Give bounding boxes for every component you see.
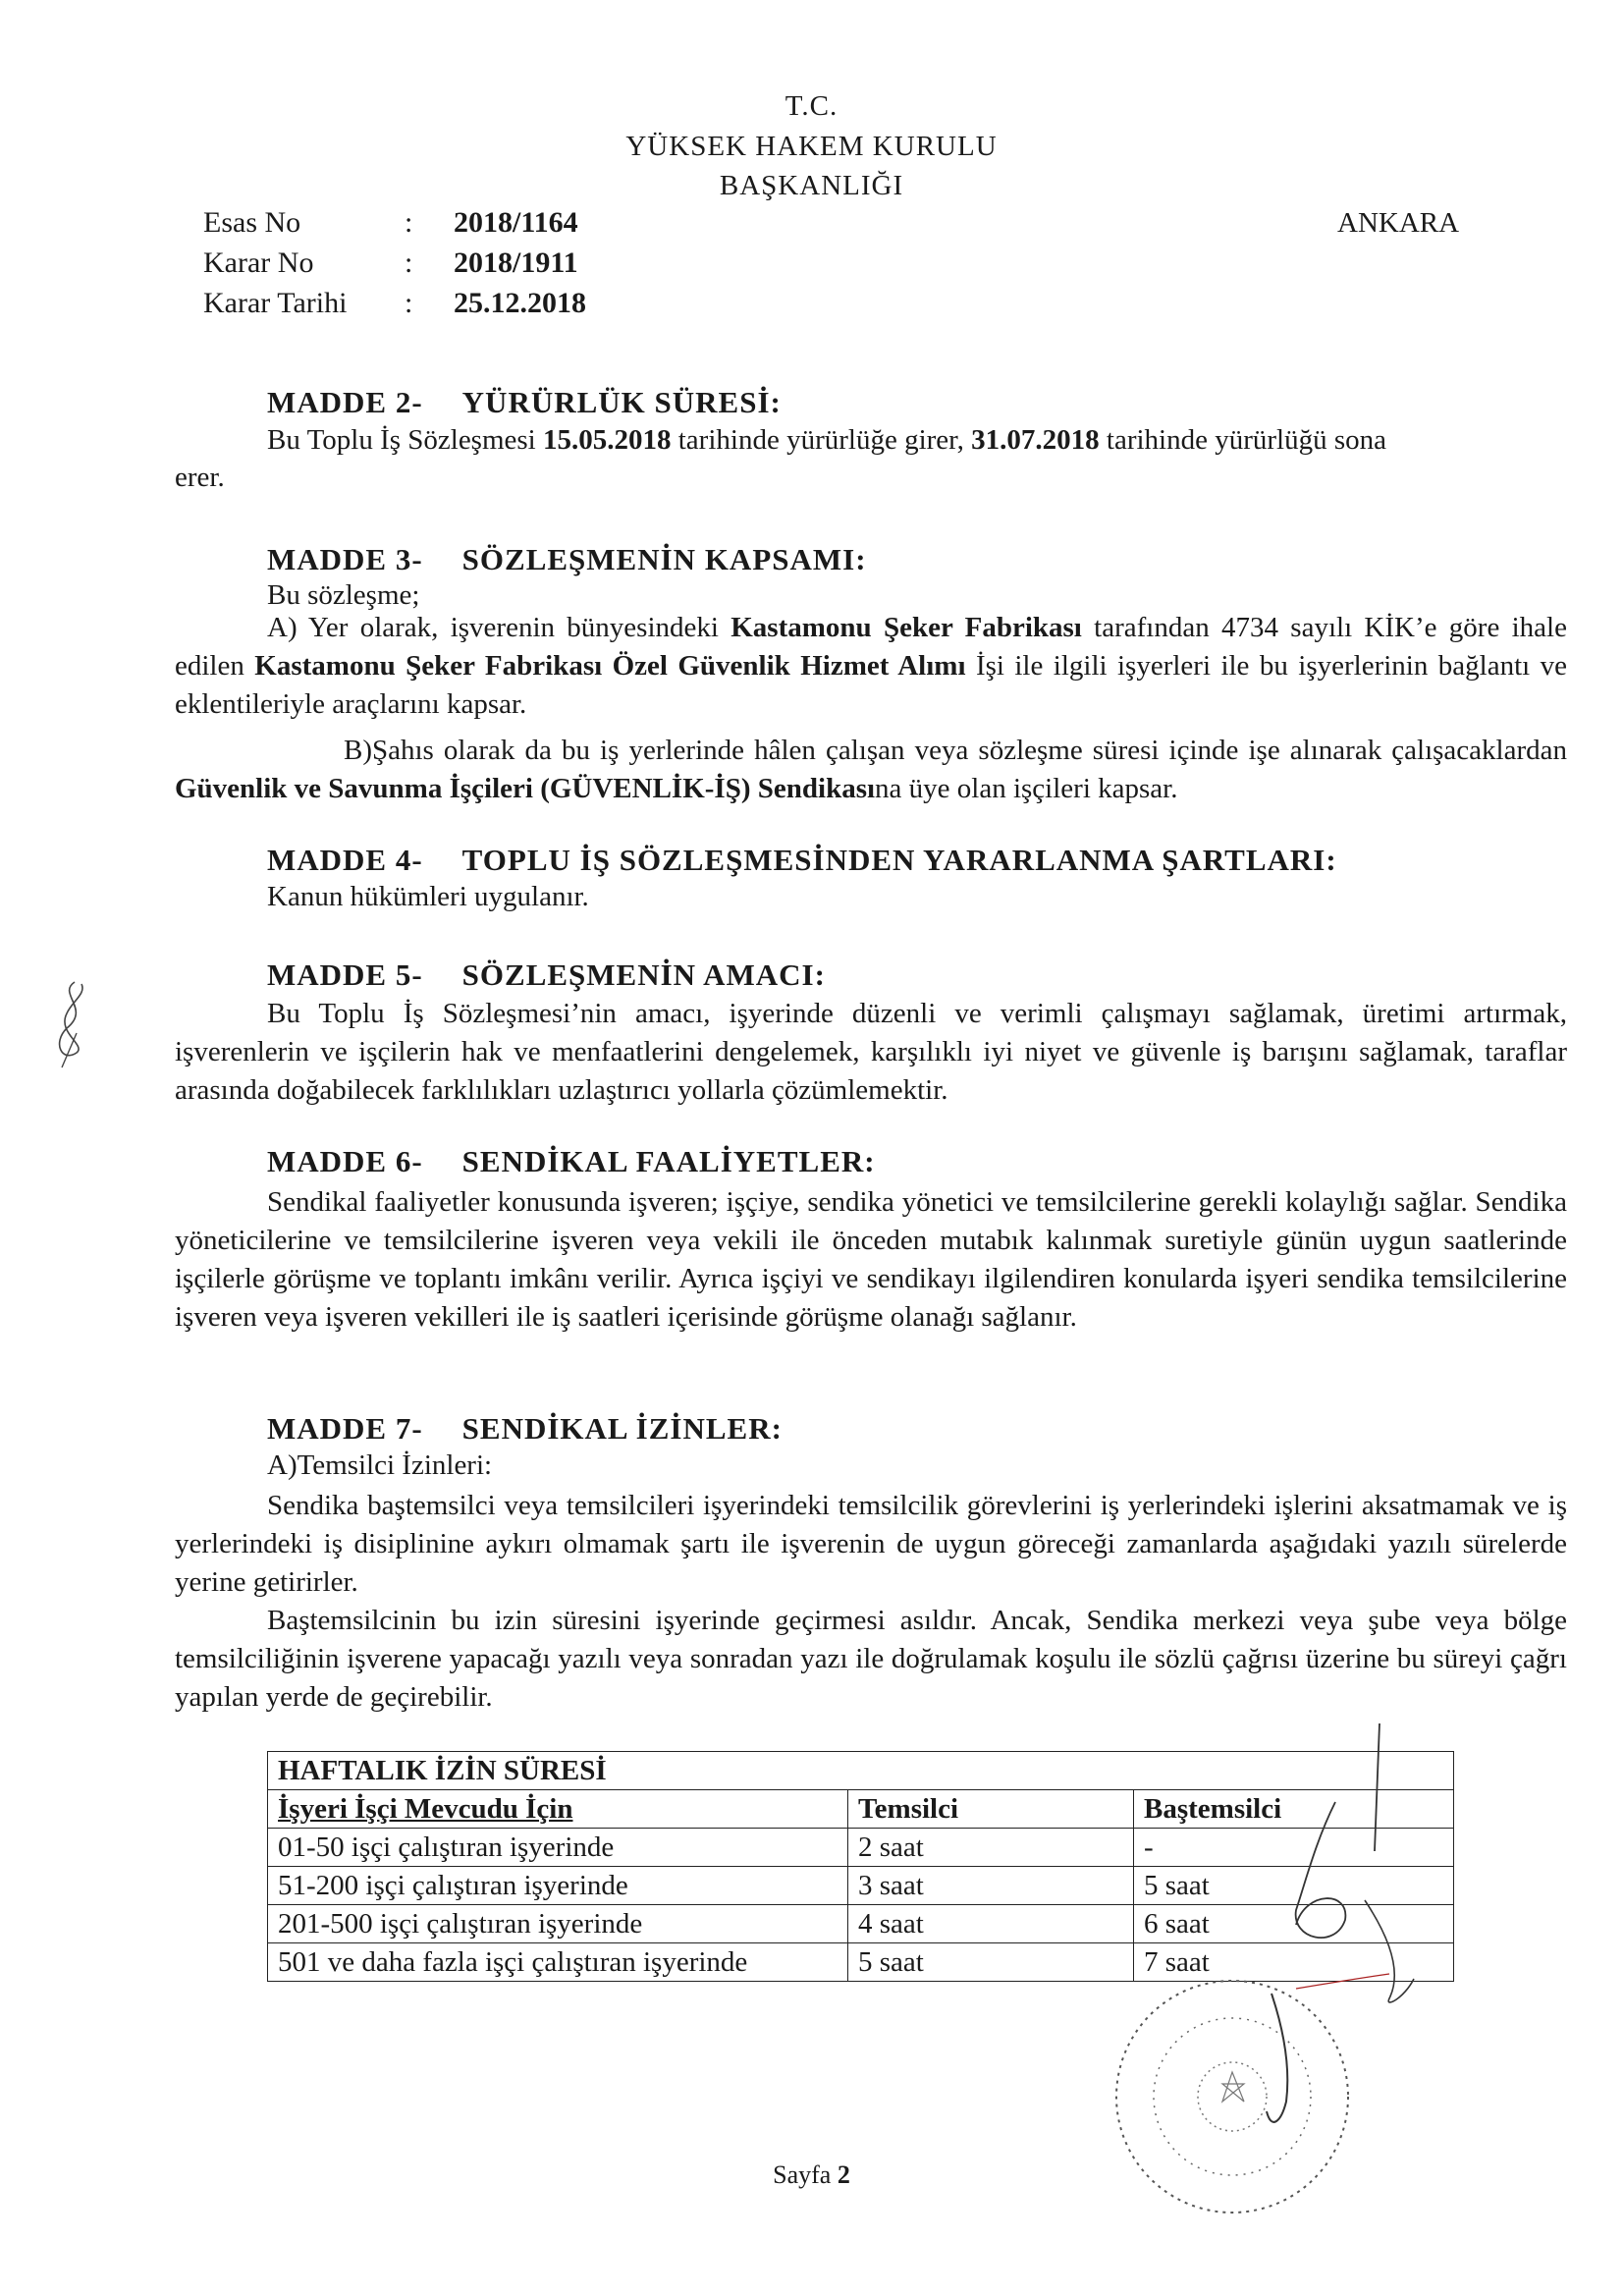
madde2-text-part: Bu Toplu İş Sözleşmesi xyxy=(267,424,543,456)
header-tc: T.C. xyxy=(784,90,839,122)
meta-colon: : xyxy=(405,287,413,319)
table-cell: 51-200 işçi çalıştıran işyerinde xyxy=(268,1867,848,1905)
meta-row-karar xyxy=(203,243,645,283)
table-cell: 201-500 işçi çalıştıran işyerinde xyxy=(268,1905,848,1943)
meta-label: Esas No xyxy=(203,206,301,239)
madde5-heading xyxy=(267,957,826,993)
madde3-a-bold: Kastamonu Şeker Fabrikası xyxy=(730,612,1082,643)
madde6-text: Sendikal faaliyetler konusunda işveren; işçiye, sendika yönetici ve temsilcilerine gerekli kolaylığı sağlar. Sendika yöneticilerine ve temsilcilerine işveren veya vekili ile önceden mutabık kalınmak suretiyle günün uygun saatlerinde işçilerle görüşme ve toplantı imkânı verilir. Ayrıca işçiyi ve sendikayı ilgilendiren konularda işyeri sendika temsilcilerine işveren veya işveren vekilleri ile iş saatleri içerisinde görüşme olanağı sağlanır. xyxy=(175,1186,1567,1333)
header-institution: YÜKSEK HAKEM KURULU xyxy=(625,131,998,162)
table-cell: 6 saat xyxy=(1134,1905,1454,1943)
madde3-b-text: na üye olan işçileri kapsar. xyxy=(875,773,1178,804)
madde3-paragraph-a xyxy=(175,609,1567,724)
meta-value: 2018/1911 xyxy=(454,246,578,279)
meta-row-tarih xyxy=(203,283,645,323)
madde2-text-part: tarihinde yürürlüğe girer, xyxy=(671,424,972,456)
madde3-a-text: tarafından 4734 sayılı KİK’e göre ihale edilen xyxy=(175,612,1567,682)
madde4-number: MADDE 4- xyxy=(267,843,423,877)
page-label: Sayfa xyxy=(773,2160,838,2189)
table-header-cell: Temsilci xyxy=(848,1790,1134,1829)
meta-label: Karar Tarihi xyxy=(203,287,348,319)
madde7-title: SENDİKAL İZİNLER: xyxy=(461,1411,783,1446)
madde3-heading xyxy=(267,542,867,577)
table-cell: - xyxy=(1134,1829,1454,1867)
table-header-cell: Baştemsilci xyxy=(1134,1790,1454,1829)
madde2-heading xyxy=(267,385,782,420)
madde4-title: TOPLU İŞ SÖZLEŞMESİNDEN YARARLANMA ŞARTLARI: xyxy=(461,843,1337,877)
table-cell: 501 ve daha fazla işçi çalıştıran işyerinde xyxy=(268,1943,848,1982)
madde3-b-text: B)Şahıs olarak da bu iş yerlerinde hâlen çalışan veya sözleşme süresi içinde işe alınarak çalışacaklardan xyxy=(344,735,1567,766)
header-city: ANKARA xyxy=(1337,207,1460,239)
table-cell: 2 saat xyxy=(848,1829,1134,1867)
page-footer xyxy=(0,2160,1623,2190)
madde3-title: SÖZLEŞMENİN KAPSAMI: xyxy=(461,542,867,576)
table-cell: 7 saat xyxy=(1134,1943,1454,1982)
header-presidency: BAŞKANLIĞI xyxy=(719,170,904,201)
madde6-number: MADDE 6- xyxy=(267,1144,423,1178)
madde2-text-end: erer. xyxy=(175,462,225,493)
madde2-title: YÜRÜRLÜK SÜRESİ: xyxy=(461,385,782,419)
madde5-number: MADDE 5- xyxy=(267,957,423,992)
meta-colon: : xyxy=(405,206,413,239)
table-cell: 5 saat xyxy=(1134,1867,1454,1905)
madde3-b-bold: Güvenlik ve Savunma İşçileri (GÜVENLİK-İŞ) Sendikası xyxy=(175,773,876,804)
madde7-number: MADDE 7- xyxy=(267,1411,423,1446)
page-number: 2 xyxy=(837,2160,850,2189)
table-header-cell: İşyeri İşçi Mevcudu İçin xyxy=(268,1790,848,1829)
madde7-heading xyxy=(267,1411,783,1447)
madde7-paragraph-1: Sendika baştemsilci veya temsilcileri işyerindeki temsilcilik görevlerini iş yerlerindeki işlerini aksatmamak ve iş yerlerindeki iş disiplinine aykırı olmamak şartı ile işverenin de uygun göreceği zamanlarda aşağıdaki yazılı sürelerde yerine getirirler. xyxy=(175,1490,1567,1598)
table-cell: 5 saat xyxy=(848,1943,1134,1982)
table-cell: 01-50 işçi çalıştıran işyerinde xyxy=(268,1829,848,1867)
madde2-end-date: 31.07.2018 xyxy=(971,424,1100,456)
handwritten-initial-mark xyxy=(37,974,106,1072)
meta-value: 25.12.2018 xyxy=(454,287,586,319)
table-cell: 3 saat xyxy=(848,1867,1134,1905)
madde3-a-text: A) Yer olarak, işverenin bünyesindeki xyxy=(267,612,731,643)
madde3-number: MADDE 3- xyxy=(267,542,423,576)
madde3-intro: Bu sözleşme; xyxy=(267,579,420,611)
meta-row-esas xyxy=(203,202,645,243)
madde6-title: SENDİKAL FAALİYETLER: xyxy=(461,1144,876,1178)
madde3-a-bold: Kastamonu Şeker Fabrikası Özel Güvenlik Hizmet Alımı xyxy=(254,650,966,682)
madde5-text: Bu Toplu İş Sözleşmesi’nin amacı, işyerinde düzenli ve verimli çalışmayı sağlamak, üretimi artırmak, işverenlerin ve işçilerin hak ve menfaatlerini dengelemek, karşılıklı iyi niyet ve güvenle iş barışını sağlamak, taraflar arasında doğabilecek farklılıkları uzlaştırıcı yollarla çözümlemektir. xyxy=(175,998,1567,1106)
madde6-heading xyxy=(267,1144,876,1179)
madde3-a-text: İşi ile ilgili işyerleri ile bu işyerlerinin bağlantı ve eklentileriyle araçlarını kapsar. xyxy=(175,650,1568,720)
madde7-subheading: A)Temsilci İzinleri: xyxy=(267,1449,493,1481)
madde2-text xyxy=(267,424,1386,457)
case-meta xyxy=(203,202,645,330)
madde3-paragraph-b xyxy=(175,732,1567,808)
madde2-number: MADDE 2- xyxy=(267,385,423,419)
table-title: HAFTALIK İZİN SÜRESİ xyxy=(268,1752,1454,1790)
meta-label: Karar No xyxy=(203,246,314,279)
madde4-text: Kanun hükümleri uygulanır. xyxy=(267,881,589,912)
meta-value: 2018/1164 xyxy=(454,206,578,239)
table-cell: 4 saat xyxy=(848,1905,1134,1943)
madde5-title: SÖZLEŞMENİN AMACI: xyxy=(461,957,826,992)
madde4-heading xyxy=(267,843,1337,878)
madde2-start-date: 15.05.2018 xyxy=(543,424,672,456)
meta-colon: : xyxy=(405,246,413,279)
madde2-text-part: tarihinde yürürlüğü sona xyxy=(1099,424,1387,456)
madde7-paragraph-2: Baştemsilcinin bu izin süresini işyerinde geçirmesi asıldır. Ancak, Sendika merkezi veya şube veya bölge temsilciliğinin işverene yapacağı yazılı veya sonradan yazı ile doğrulamak koşulu ile sözlü çağrısı üzerine bu süreyi çağrı yapılan yerde de geçirebilir. xyxy=(175,1605,1567,1713)
